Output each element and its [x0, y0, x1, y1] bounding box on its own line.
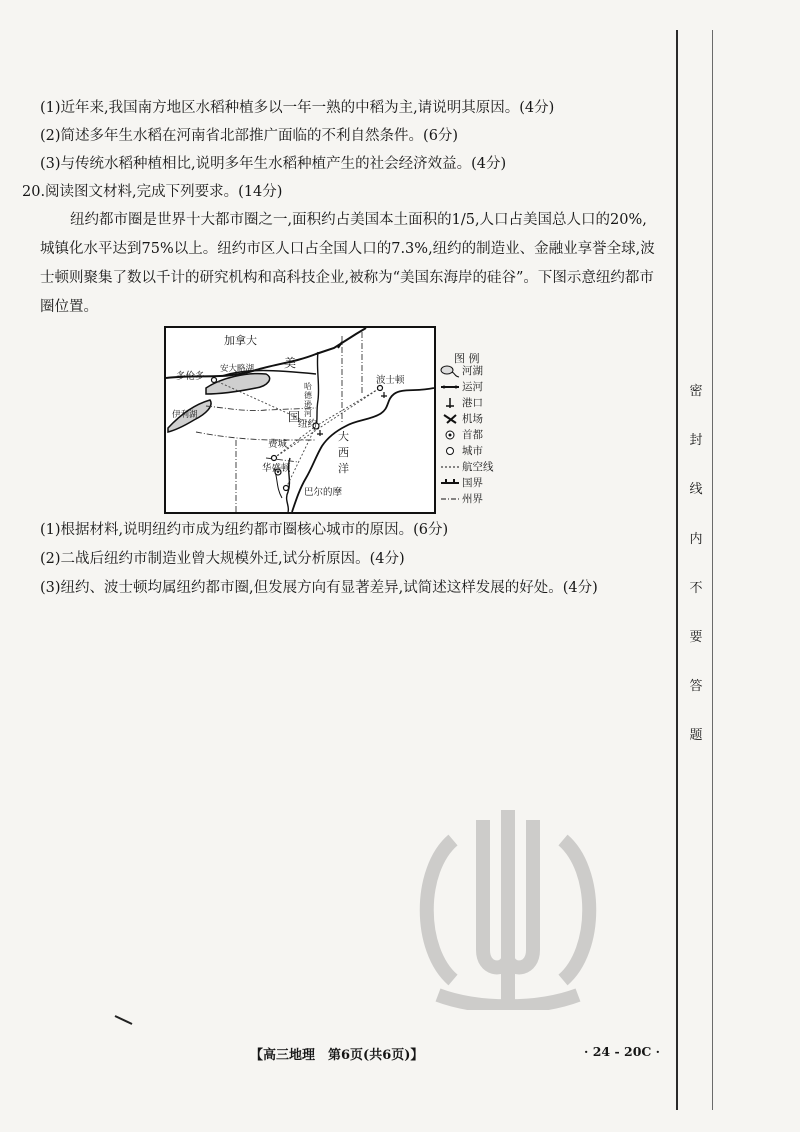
map-label-hudson-river: 哈德逊河	[304, 382, 312, 418]
legend-label-capital: 首都	[462, 429, 483, 441]
map-label-canada: 加拿大	[224, 334, 257, 347]
map-label-washington: 华盛顿	[262, 463, 291, 474]
seal-text-char-6: 要	[689, 630, 703, 645]
watermark-logo-icon	[408, 800, 608, 1010]
canal-icon	[440, 380, 460, 394]
question-20-material: 纽约都市圈是世界十大都市圈之一,面积约占美国本土面积的1/5,人口占美国总人口的20%,城镇化水平达到75%以上。纽约市区人口占全国人口的7.3%,纽约的制造业、金融业享誉全球,波士顿则聚集了数以千计的研究机构和高科技企业,被称为“美国东海岸的硅谷”。下图示意纽约都市圈位置。	[40, 212, 655, 315]
map-label-atlantic-1: 大	[338, 430, 349, 443]
seal-text-char-8: 题	[689, 728, 703, 743]
capital-icon	[440, 428, 460, 442]
legend-label-state-border: 州界	[462, 493, 483, 505]
legend-title: 图 例	[454, 352, 480, 365]
legend-label-airport: 机场	[462, 413, 483, 425]
lake-river-icon	[440, 364, 460, 378]
legend-item-port	[440, 396, 530, 410]
airline-icon	[440, 460, 460, 474]
legend-item-airport	[440, 412, 530, 426]
map-label-usa-1: 美	[284, 356, 297, 370]
legend-label-national-border: 国界	[462, 477, 483, 489]
question-20-sub-2: (2)二战后纽约市制造业曾大规模外迁,试分析原因。(4分)	[40, 551, 405, 567]
seal-text-char-3: 线	[689, 482, 703, 497]
nyc-metro-map	[164, 326, 436, 514]
map-label-usa-2: 国	[288, 410, 301, 424]
port-icon	[440, 396, 460, 410]
question-20-sub-1: (1)根据材料,说明纽约市成为纽约都市圈核心城市的原因。(6分)	[40, 522, 449, 538]
binding-border-line	[676, 30, 678, 1110]
prev-question-2: (2)简述多年生水稻在河南省北部推广面临的不利自然条件。(6分)	[40, 128, 459, 144]
map-label-toronto: 多伦多	[176, 371, 205, 382]
seal-text-char-2: 封	[689, 433, 703, 448]
legend-item-canal	[440, 380, 530, 394]
map-label-baltimore: 巴尔的摩	[304, 487, 343, 498]
airport-icon	[440, 412, 460, 426]
map-label-lake-ontario: 安大略湖	[220, 364, 255, 374]
legend-label-lake-river: 河湖	[462, 365, 483, 377]
page-footer: 【高三地理 第6页(共6页)】	[250, 1048, 424, 1063]
city-icon	[440, 444, 460, 458]
seal-text-char-4: 内	[689, 532, 703, 547]
legend-label-canal: 运河	[462, 381, 483, 393]
seal-text-char-1: 密	[689, 384, 703, 399]
prev-question-1: (1)近年来,我国南方地区水稻种植多以一年一熟的中稻为主,请说明其原因。(4分)	[40, 100, 555, 116]
seal-text-char-7: 答	[689, 679, 703, 694]
map-label-atlantic-3: 洋	[338, 462, 349, 475]
legend-item-lake-river	[440, 364, 530, 378]
state-border-icon	[440, 492, 460, 506]
legend-item-airline	[440, 460, 530, 474]
binding-border-line-inner	[712, 30, 713, 1110]
legend-item-national-border	[440, 476, 530, 490]
national-border-icon	[440, 476, 460, 490]
legend-label-port: 港口	[462, 397, 483, 409]
exam-code: · 24 - 20C ·	[584, 1044, 661, 1059]
legend-label-city: 城市	[462, 445, 483, 457]
seal-text-char-5: 不	[689, 581, 703, 596]
map-label-lake-erie: 伊利湖	[172, 410, 198, 420]
map-label-boston: 波士顿	[376, 375, 405, 386]
legend-item-state-border	[440, 492, 530, 506]
map-label-philadelphia: 费城	[268, 439, 288, 450]
legend-label-airline: 航空线	[462, 461, 494, 473]
pen-stroke-mark-icon	[114, 1014, 134, 1026]
map-label-new-york: 纽约	[298, 419, 318, 430]
map-label-atlantic-2: 西	[338, 446, 349, 459]
legend-item-city	[440, 444, 530, 458]
question-20-header: 20.阅读图文材料,完成下列要求。(14分)	[22, 184, 283, 200]
prev-question-3: (3)与传统水稻种植相比,说明多年生水稻种植产生的社会经济效益。(4分)	[40, 156, 507, 172]
legend-item-capital	[440, 428, 530, 442]
question-20-sub-3: (3)纽约、波士顿均属纽约都市圈,但发展方向有显著差异,试简述这样发展的好处。(4分)	[40, 580, 598, 596]
